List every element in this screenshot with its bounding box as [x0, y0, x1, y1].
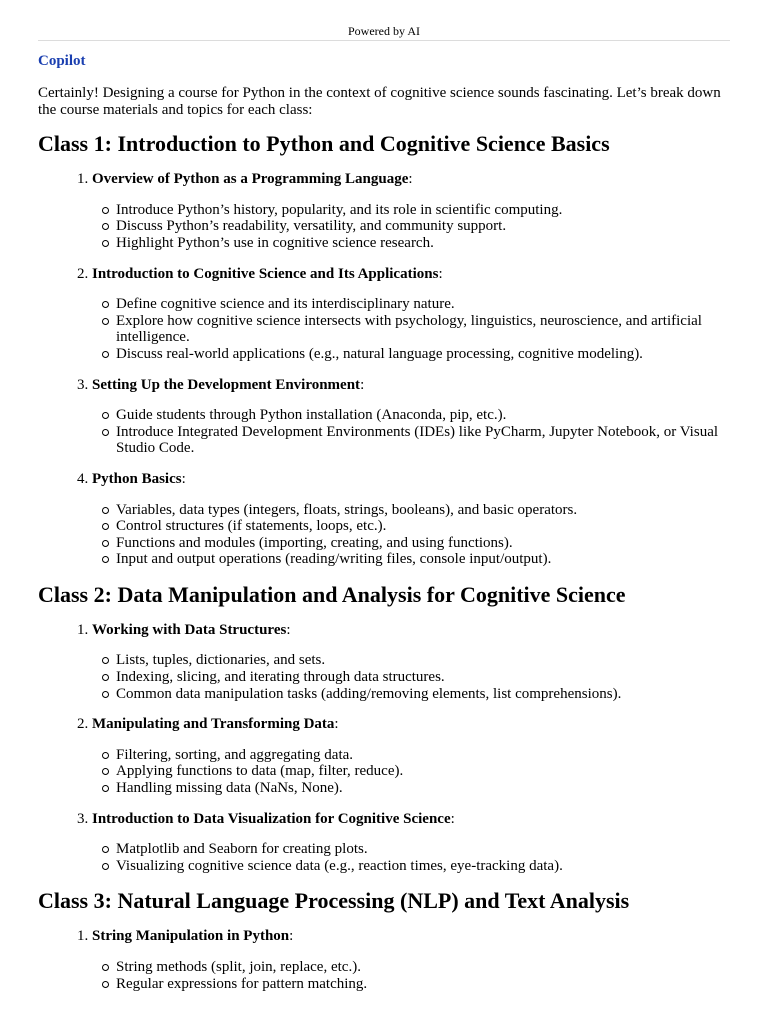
- class-list: [38, 131, 730, 992]
- bullet-item: Applying functions to data (map, filter, reduce).: [116, 763, 730, 780]
- topic-title: Working with Data Structures: [92, 621, 287, 638]
- topic-number: 2.: [77, 265, 89, 282]
- topic-title: Overview of Python as a Programming Language: [92, 171, 409, 188]
- topic-number: 3.: [77, 810, 89, 827]
- bullet-item: Handling missing data (NaNs, None).: [116, 780, 730, 797]
- topic-item: [77, 377, 730, 457]
- topic-title: Introduction to Data Visualization for Cognitive Science: [92, 810, 451, 827]
- topic-line: 3. Introduction to Data Visualization for Cognitive Science:: [77, 810, 455, 827]
- topic-title: Python Basics: [92, 470, 182, 487]
- bullet-item: Introduce Integrated Development Environments (IDEs) like PyCharm, Jupyter Notebook, or Visual Studio Code.: [116, 424, 730, 457]
- bullet-list: [77, 747, 730, 797]
- topic-item: [77, 471, 730, 568]
- bullet-item: Highlight Python’s use in cognitive science research.: [116, 235, 730, 252]
- bullet-item: Lists, tuples, dictionaries, and sets.: [116, 652, 730, 669]
- bullet-item: Common data manipulation tasks (adding/removing elements, list comprehensions).: [116, 686, 730, 703]
- topic-list: [38, 171, 730, 568]
- topic-line: 1. Overview of Python as a Programming Language:: [77, 171, 413, 188]
- bullet-item: Variables, data types (integers, floats, strings, booleans), and basic operators.: [116, 502, 730, 519]
- bullet-list: [77, 202, 730, 252]
- bullet-item: Matplotlib and Seaborn for creating plots.: [116, 841, 730, 858]
- bullet-list: [77, 296, 730, 362]
- topic-line: 2. Manipulating and Transforming Data:: [77, 716, 339, 733]
- speaker-name: Copilot: [38, 53, 86, 69]
- bullet-list: [77, 959, 730, 992]
- topic-title: String Manipulation in Python: [92, 928, 290, 945]
- topic-line: 1. Working with Data Structures:: [77, 621, 291, 638]
- topic-item: [77, 171, 730, 251]
- bullet-item: Filtering, sorting, and aggregating data.: [116, 747, 730, 764]
- bullet-list: [77, 502, 730, 568]
- powered-by-header: Powered by AI: [38, 24, 730, 41]
- topic-item: [77, 811, 730, 875]
- topic-number: 4.: [77, 470, 89, 487]
- bullet-list: [77, 652, 730, 702]
- topic-title: Introduction to Cognitive Science and Its Applications: [92, 265, 439, 282]
- topic-number: 1.: [77, 171, 89, 188]
- topic-item: [77, 266, 730, 363]
- topic-line: 2. Introduction to Cognitive Science and Its Applications:: [77, 265, 443, 282]
- topic-number: 3.: [77, 376, 89, 393]
- bullet-item: Input and output operations (reading/writing files, console input/output).: [116, 551, 730, 568]
- topic-line: 4. Python Basics:: [77, 470, 186, 487]
- bullet-item: Control structures (if statements, loops, etc.).: [116, 518, 730, 535]
- topic-list: [38, 928, 730, 992]
- bullet-item: Define cognitive science and its interdisciplinary nature.: [116, 296, 730, 313]
- bullet-item: Guide students through Python installation (Anaconda, pip, etc.).: [116, 407, 730, 424]
- bullet-item: Functions and modules (importing, creating, and using functions).: [116, 535, 730, 552]
- bullet-item: Indexing, slicing, and iterating through data structures.: [116, 669, 730, 686]
- bullet-item: Discuss real-world applications (e.g., natural language processing, cognitive modeling).: [116, 346, 730, 363]
- topic-item: [77, 622, 730, 702]
- topic-title: Setting Up the Development Environment: [92, 376, 361, 393]
- bullet-item: Explore how cognitive science intersects with psychology, linguistics, neuroscience, and artificial intelligence.: [116, 313, 730, 346]
- topic-item: [77, 928, 730, 992]
- bullet-item: Regular expressions for pattern matching.: [116, 976, 730, 993]
- chat-response: [38, 52, 730, 1006]
- bullet-item: Visualizing cognitive science data (e.g., reaction times, eye-tracking data).: [116, 858, 730, 875]
- bullet-item: String methods (split, join, replace, etc.).: [116, 959, 730, 976]
- bullet-list: [77, 841, 730, 874]
- intro-paragraph: Certainly! Designing a course for Python in the context of cognitive science sounds fascinating. Let’s break down the course materials and topics for each class:: [38, 85, 721, 118]
- bullet-list: [77, 407, 730, 457]
- topic-line: 1. String Manipulation in Python:: [77, 928, 294, 945]
- topic-item: [77, 716, 730, 796]
- topic-line: 3. Setting Up the Development Environment:: [77, 376, 365, 393]
- topic-number: 1.: [77, 621, 89, 638]
- topic-title: Manipulating and Transforming Data: [92, 716, 335, 733]
- topic-number: 2.: [77, 716, 89, 733]
- class-heading: Class 3: Natural Language Processing (NLP) and Text Analysis: [38, 888, 630, 914]
- topic-list: [38, 622, 730, 875]
- topic-number: 1.: [77, 928, 89, 945]
- class-heading: Class 1: Introduction to Python and Cognitive Science Basics: [38, 131, 610, 157]
- class-heading: Class 2: Data Manipulation and Analysis for Cognitive Science: [38, 581, 626, 607]
- bullet-item: Discuss Python’s readability, versatility, and community support.: [116, 218, 730, 235]
- bullet-item: Introduce Python’s history, popularity, and its role in scientific computing.: [116, 202, 730, 219]
